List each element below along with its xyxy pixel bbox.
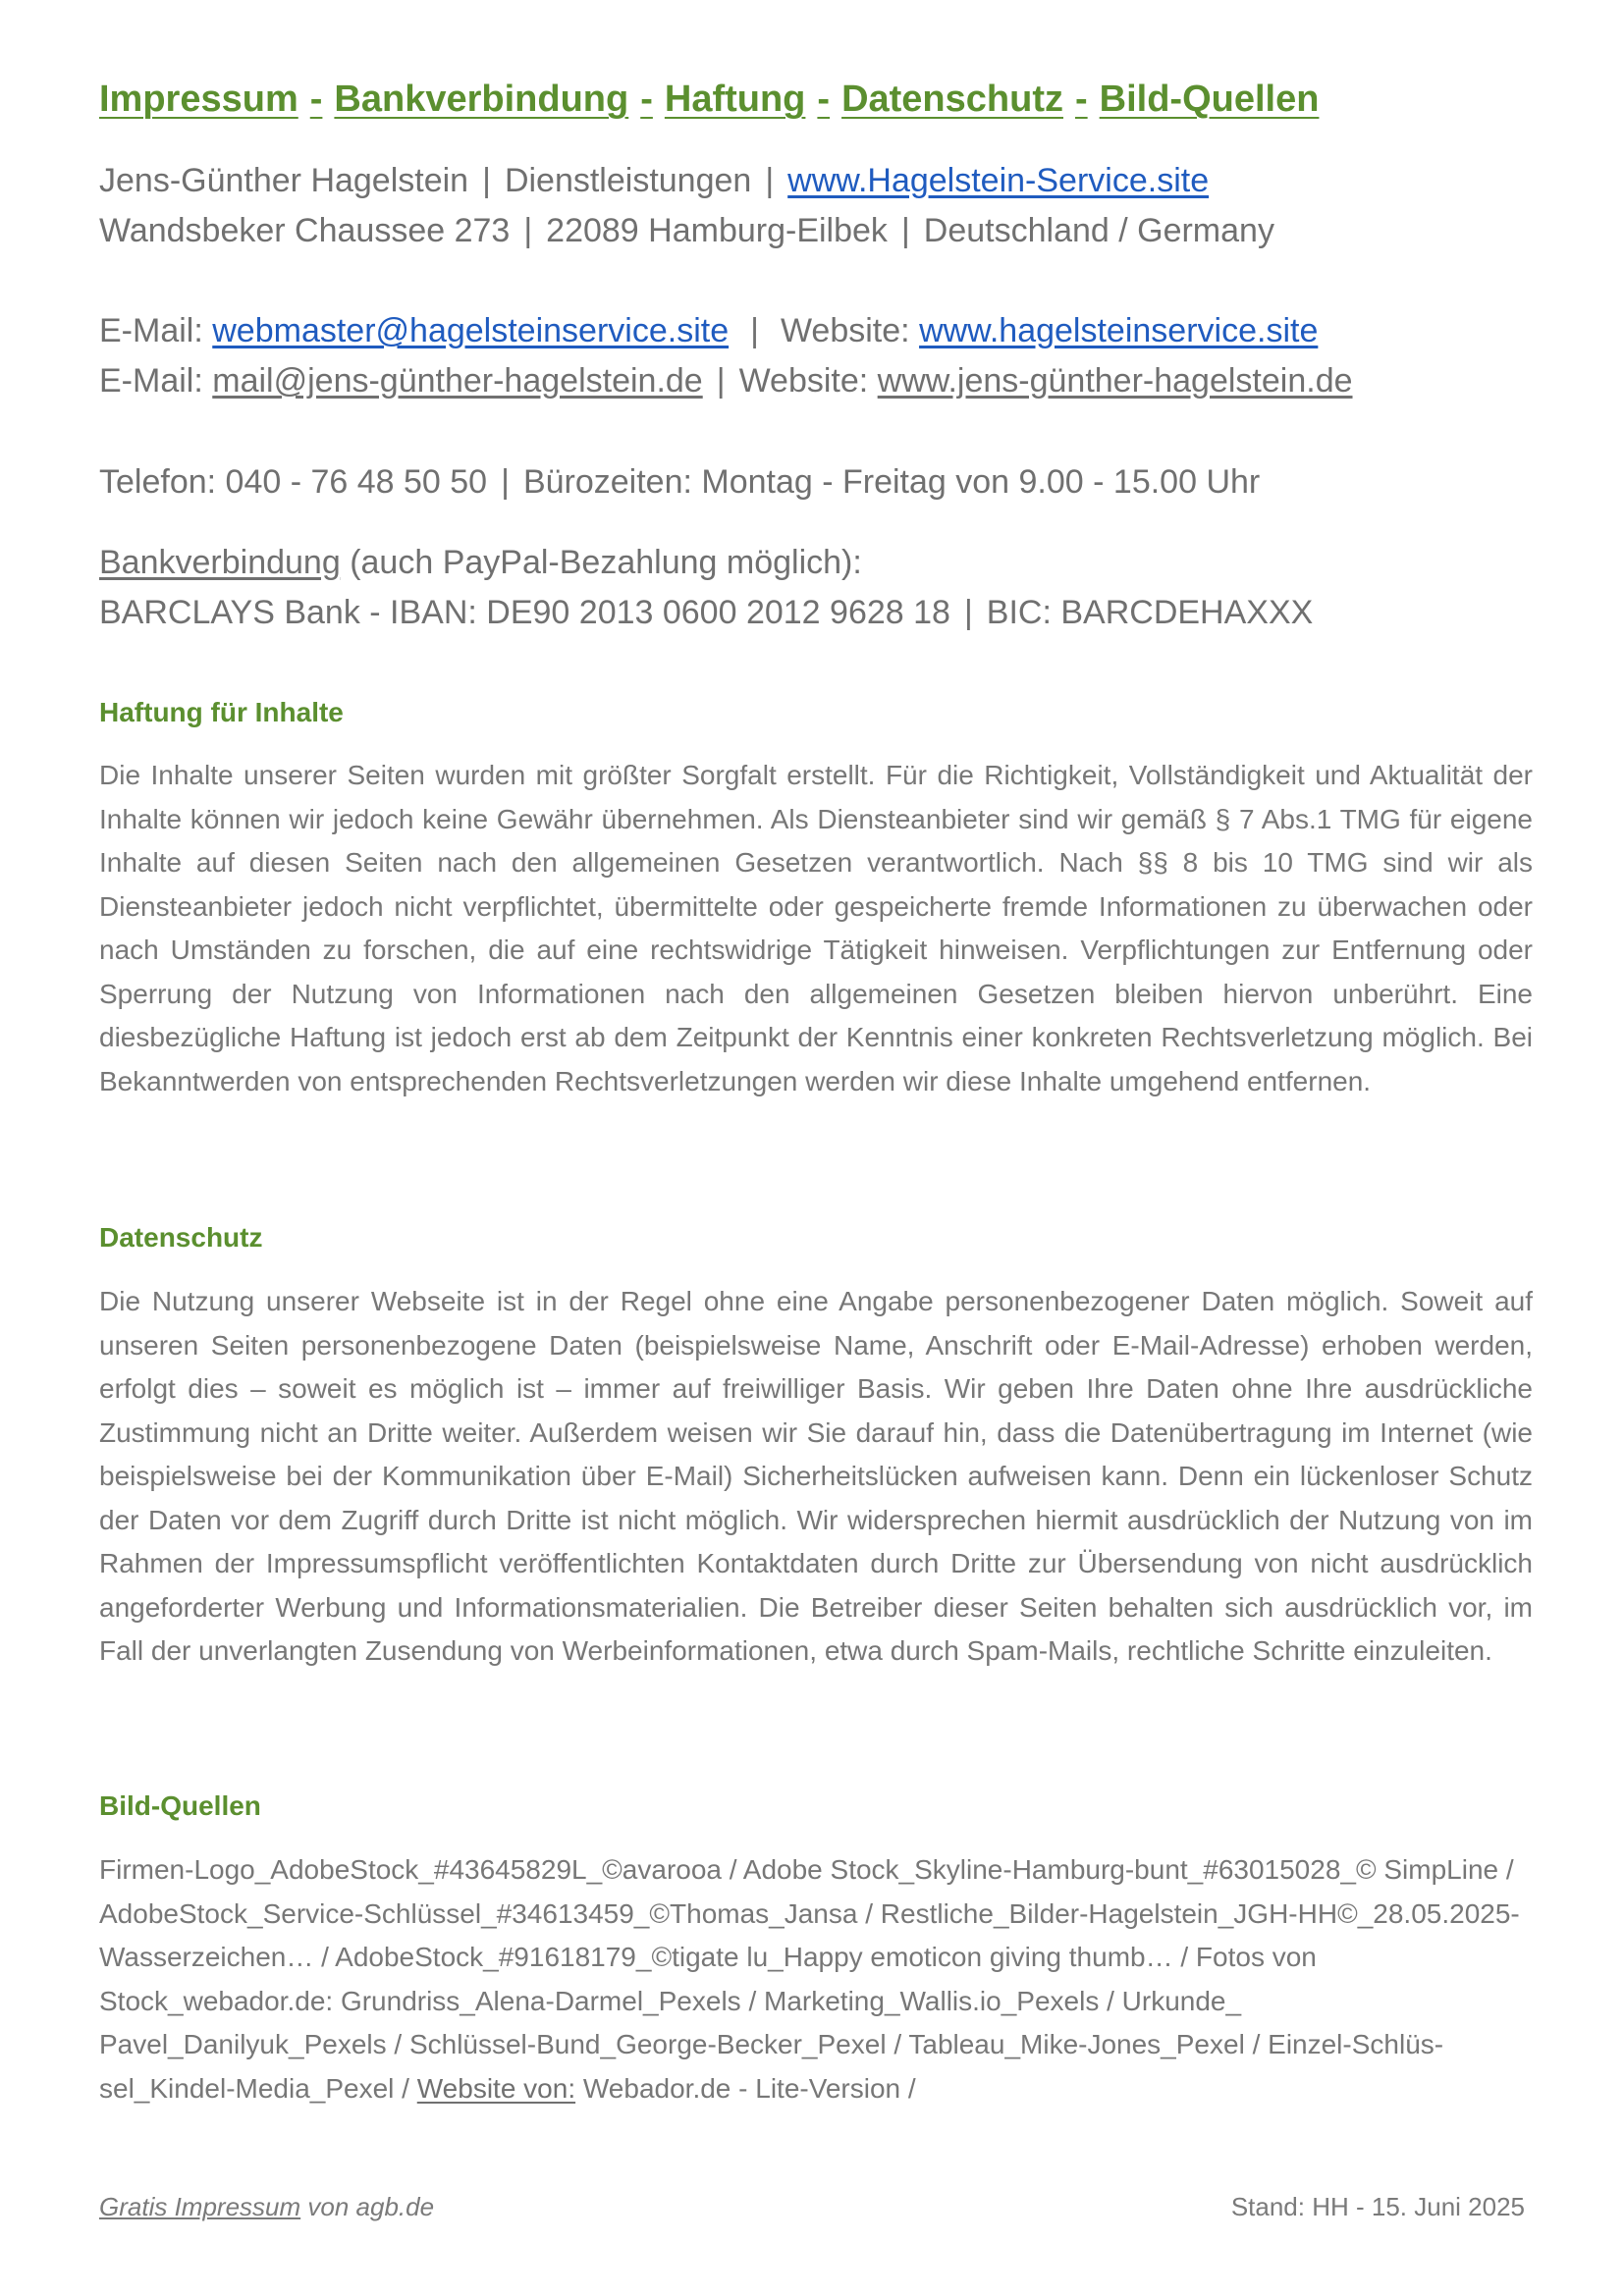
bank-label: Bankverbindung bbox=[99, 544, 341, 581]
pipe-separator: | bbox=[482, 162, 491, 199]
datenschutz-heading: Datenschutz bbox=[99, 1222, 263, 1253]
bank-iban: BARCLAYS Bank - IBAN: DE90 2013 0600 2012 9628 18 bbox=[99, 594, 950, 631]
datenschutz-text: Die Nutzung unserer Webseite ist in der Regel ohne eine Angabe personenbezogener Daten möglich. Soweit auf unseren Seiten personenbezogene Daten (beispielsweise Name, Anschrift oder E-Mail-Adresse) erhoben werden, erfolgt dies – soweit es möglich ist – immer auf freiwilliger Basis. Wir geben Ihre Daten ohne Ihre ausdrückliche Zustimmung nicht an Dritte weiter. Außerdem weisen wir Sie darauf hin, dass die Datenübertragung im Internet (wie beispielsweise bei der Kommunikation über E-Mail) Sicherheitslücken aufweisen kann. Denn ein lückenloser Schutz der Daten vor dem Zugriff durch Dritte ist nicht möglich. Wir widersprechen hiermit ausdrücklich der Nutzung von im Rahmen der Impressumspflicht veröffentlichten Kontaktdaten durch Dritte zur Übersendung von nicht ausdrücklich angeforderter Werbung und Informationsmaterialien. Die Betreiber dieser Seiten behalten sich ausdrücklich vor, im Fall der unverlangten Zusendung von Werbeinformationen, etwa durch Spam-Mails, rechtliche Schritte einzuleiten. bbox=[99, 1286, 1533, 1666]
website-label: Website: bbox=[738, 362, 869, 400]
city: 22089 Hamburg-Eilbek bbox=[546, 212, 888, 249]
title-datenschutz: Datenschutz bbox=[841, 79, 1063, 120]
office-hours: Bürozeiten: Montag - Freitag von 9.00 - 15.00 Uhr bbox=[522, 463, 1261, 501]
title-haftung: Haftung bbox=[664, 79, 806, 120]
bank-line-1 bbox=[99, 543, 862, 582]
pipe-separator: | bbox=[716, 362, 726, 400]
haftung-text: Die Inhalte unserer Seiten wurden mit größter Sorgfalt erstellt. Für die Richtigkeit, Vollständigkeit und Aktualität der Inhalte können wir jedoch keine Gewähr übernehmen. Als Diensteanbieter sind wir gemäß § 7 Abs.1 TMG für eigene Inhalte auf diesen Seiten nach den allgemeinen Gesetzen verantwortlich. Nach §§ 8 bis 10 TMG sind wir als Diensteanbieter jedoch nicht verpflichtet, übermittelte oder gespeicherte fremde Informationen zu überwachen oder nach Umständen zu forschen, die auf eine rechtswidrige Tätigkeit hinweisen. Verpflichtungen zur Entfernung oder Sperrung der Nutzung von Informationen nach den allgemeinen Gesetzen bleiben hiervon unberührt. Eine diesbezügliche Haftung ist jedoch erst ab dem Zeitpunkt der Kenntnis einer konkreten Rechtsverletzung möglich. Bei Bekanntwerden von entsprechenden Rechtsverletzungen werden wir diese Inhalte umgehend entfernen. bbox=[99, 760, 1533, 1096]
pipe-separator: | bbox=[765, 162, 775, 199]
gratis-impressum-link[interactable]: Gratis Impressum bbox=[99, 2192, 301, 2221]
contact-line-1 bbox=[99, 161, 1209, 200]
bank-line-2 bbox=[99, 593, 1313, 632]
website-link-hagelsteinservice[interactable]: www.hagelsteinservice.site bbox=[919, 312, 1319, 349]
bildquellen-list: Firmen-Logo_AdobeStock_#43645829L_©avarooa / Adobe Stock_Skyline-Hamburg-bunt_#63015028_© SimpLine / AdobeStock_Service-Schlüssel_#34613459_©Thomas_Jansa / Restliche_Bilder-Hagelstein_JGH-HH©_28.05.2025-Wasserzeichen… / AdobeStock_#91618179_©tigate lu_Happy emoticon giving thumb… / Fotos von Stock_webador.de: Grundriss_Alena-Darmel_Pexels / Marketing_Wallis.io_Pexels / Urkunde_ Pavel_Danilyuk_Pexels / Schlüssel-Bund_George-Becker_Pexel / Tableau_Mike-Jones_Pexel / Einzel-Schlüs-sel_Kindel-Media_Pexel / bbox=[99, 1854, 1520, 2104]
page-title bbox=[99, 79, 1319, 121]
title-impressum: Impressum bbox=[99, 79, 298, 120]
street: Wandsbeker Chaussee 273 bbox=[99, 212, 511, 249]
service-label: Dienstleistungen bbox=[504, 162, 752, 199]
website-von-link[interactable]: Website von: bbox=[416, 2072, 576, 2104]
email-line-2 bbox=[99, 361, 1353, 400]
bildquellen-text bbox=[99, 1848, 1533, 2110]
pipe-separator: | bbox=[750, 312, 759, 349]
title-separator: - bbox=[1074, 79, 1088, 120]
title-bildquellen: Bild-Quellen bbox=[1099, 79, 1320, 120]
email-label: E-Mail: bbox=[99, 362, 203, 400]
footer-credit bbox=[99, 2192, 434, 2222]
footer-von: von agb.de bbox=[307, 2192, 435, 2221]
email-line-1 bbox=[99, 311, 1318, 350]
pipe-separator: | bbox=[501, 463, 510, 501]
pipe-separator: | bbox=[963, 594, 973, 631]
country: Deutschland / Germany bbox=[923, 212, 1274, 249]
email-link-mail[interactable]: mail@jens-günther-hagelstein.de bbox=[212, 362, 703, 400]
email-link-webmaster[interactable]: webmaster@hagelsteinservice.site bbox=[212, 312, 730, 349]
website-label: Website: bbox=[780, 312, 910, 349]
phone-line bbox=[99, 462, 1260, 502]
service-site-link[interactable]: www.Hagelstein-Service.site bbox=[787, 162, 1210, 199]
pipe-separator: | bbox=[523, 212, 533, 249]
title-bank: Bankverbindung bbox=[334, 79, 629, 120]
title-separator: - bbox=[640, 79, 653, 120]
title-separator: - bbox=[309, 79, 323, 120]
pipe-separator: | bbox=[900, 212, 910, 249]
footer-stand: Stand: HH - 15. Juni 2025 bbox=[1230, 2192, 1525, 2221]
title-separator: - bbox=[817, 79, 831, 120]
bildquellen-heading: Bild-Quellen bbox=[99, 1790, 261, 1821]
webador-credit: Webador.de - Lite-Version / bbox=[582, 2072, 916, 2104]
phone: Telefon: 040 - 76 48 50 50 bbox=[99, 463, 488, 501]
website-link-jens-guenther[interactable]: www.jens-günther-hagelstein.de bbox=[877, 362, 1353, 400]
bank-bic: BIC: BARCDEHAXXX bbox=[986, 594, 1314, 631]
address-line bbox=[99, 211, 1274, 250]
email-label: E-Mail: bbox=[99, 312, 203, 349]
owner-name: Jens-Günther Hagelstein bbox=[99, 162, 469, 199]
bank-note: (auch PayPal-Bezahlung möglich): bbox=[350, 544, 862, 581]
haftung-heading: Haftung für Inhalte bbox=[99, 697, 344, 727]
